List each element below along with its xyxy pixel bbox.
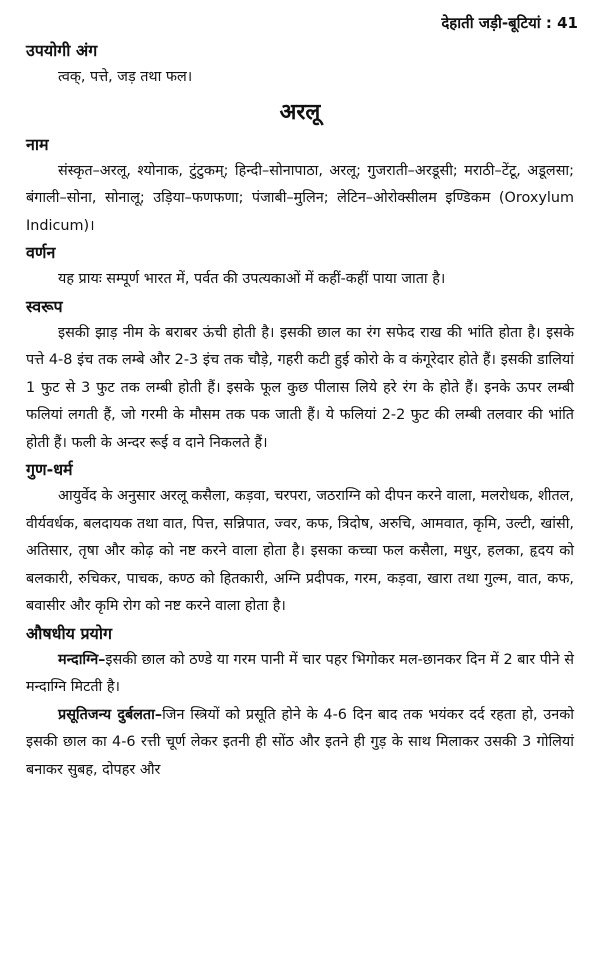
medicinal-use-text: इसकी छाल को ठण्डे या गरम पानी में चार पहर भिगोकर मल-छानकर दिन में 2 बार पीने से मन्दाग्नि मिटती है। [26, 651, 574, 695]
medicinal-uses-heading: औषधीय प्रयोग [26, 623, 112, 643]
description-text: यह प्रायः सम्पूर्ण भारत में, पर्वत की उपत्यकाओं में कहीं-कहीं पाया जाता है। [58, 271, 446, 287]
useful-parts-heading: उपयोगी अंग [26, 41, 98, 60]
form-heading: स्वरूप [26, 296, 63, 316]
medicinal-use-term: प्रसूतिजन्य दुर्बलता– [58, 706, 163, 723]
names-heading: नाम [26, 134, 49, 154]
description-heading: वर्णन [26, 243, 56, 262]
medicinal-use-item [26, 702, 574, 785]
medicinal-use-text: जिन स्त्रियों को प्रसूति होने के 4-6 दिन बाद तक भयंकर दर्द रहता हो, उनको इसकी छाल का 4-6 रत्ती चूर्ण लेकर इतनी ही सोंठ और इतने ही गुड़ के साथ मिलाकर उसकी 3 गोलियां बनाकर सुबह, दोपहर और [26, 706, 574, 778]
properties-heading: गुण-धर्म [26, 460, 73, 479]
useful-parts-text: त्वक्, पत्ते, जड़ तथा फल। [58, 69, 193, 85]
plant-title: अरलू [279, 99, 321, 125]
medicinal-use-item [26, 647, 574, 702]
form-text: इसकी झाड़ नीम के बराबर ऊंची होती है। इसकी छाल का रंग सफेद राख की भांति होता है। इसके पत्ते 4-8 इंच तक लम्बे और 2-3 इंच तक चौड़े, गहरी कटी हुई कोरो के व कंगूरेदार होते हैं। इसकी डालियां 1 फुट से 3 फुट तक लम्बी होती हैं। इसके फूल कुछ पीलास लिये हरे रंग के होते हैं। इनके ऊपर लम्बी फलियां लगती हैं, जो गरमी के मौसम तक पक जाती हैं। ये फलियां 2-2 फुट की लम्बी तलवार की भांति होती हैं। फली के अन्दर रूई व दाने निकलते हैं। [26, 324, 574, 451]
running-header: देहाती जड़ी-बूटियां : 41 [441, 14, 578, 32]
names-text: संस्कृत–अरलू, श्योनाक, टुंटुकम्; हिन्दी–सोनापाठा, अरलू; गुजराती–अरडूसी; मराठी–टेंटू, अडूलसा; बंगाली–सोना, सोनालू; उड़िया–फणफणा; पंजाबी–मुलिन; लेटिन–ओरोक्सीलम इण्डिकम (Oroxylum Indicum)। [26, 162, 574, 234]
medicinal-use-term: मन्दाग्नि– [58, 651, 106, 668]
properties-text: आयुर्वेद के अनुसार अरलू कसैला, कड़वा, चरपरा, जठराग्नि को दीपन करने वाला, मलरोधक, शीतल, वीर्यवर्धक, बलदायक तथा वात, पित्त, सन्निपात, ज्वर, कफ, त्रिदोष, अरुचि, आमवात, कृमि, उल्टी, खांसी, अतिसार, तृषा और कोढ़ को नष्ट करने वाला होता है। इसका कच्चा फल कसैला, मधुर, हलका, हृदय को बलकारी, रुचिकर, पाचक, कण्ठ को हितकारी, अग्नि प्रदीपक, गरम, कड़वा, खारा तथा गुल्म, वात, कफ, बवासीर और कृमि रोग को नष्ट करने वाला होता है। [26, 488, 574, 614]
